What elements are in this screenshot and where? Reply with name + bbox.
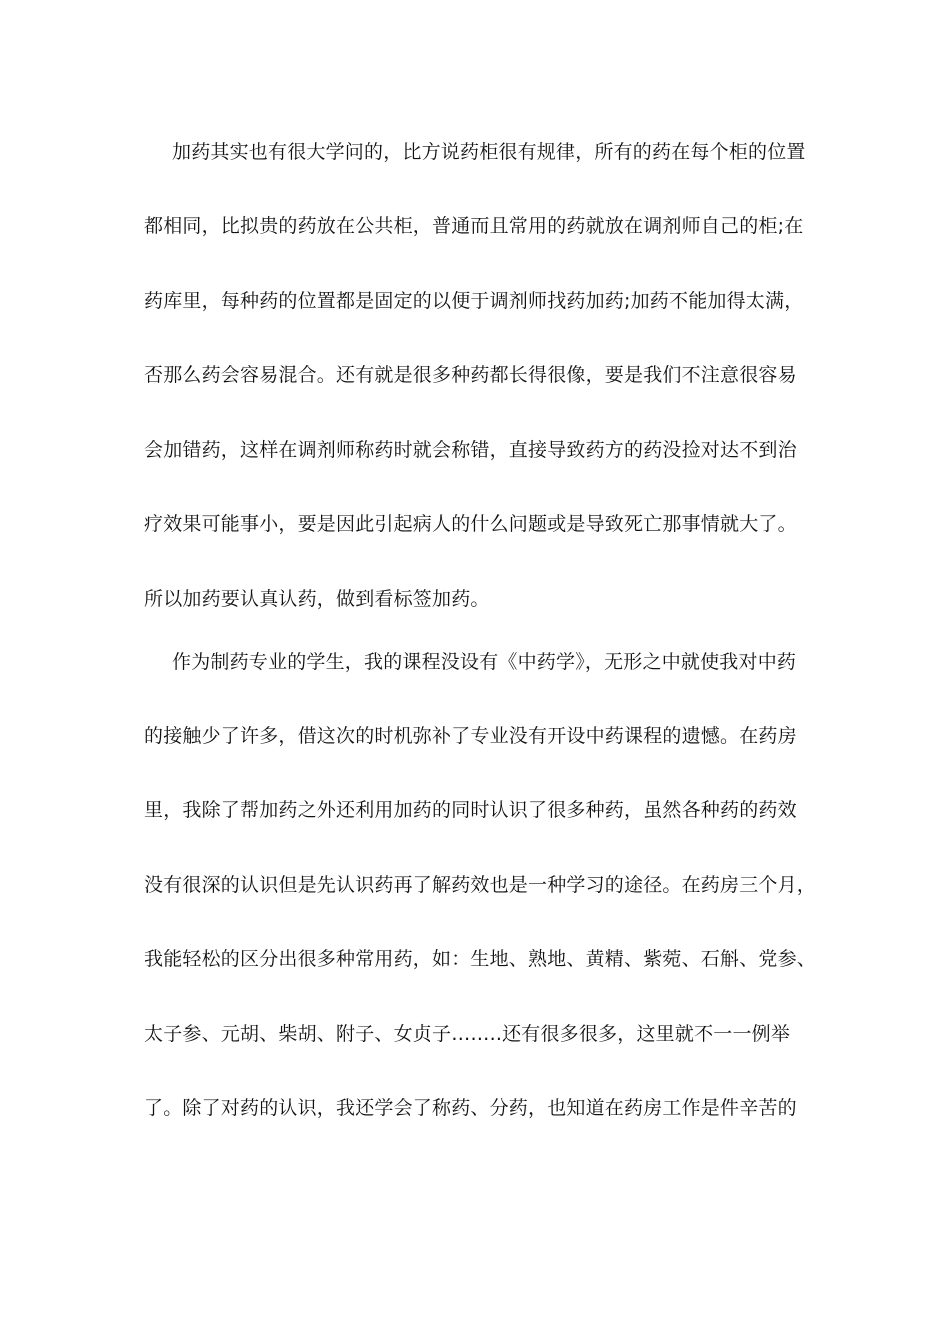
paragraph-line: 了。除了对药的认识，我还学会了称药、分药，也知道在药房工作是件辛苦的 [144, 1097, 797, 1119]
paragraph-line: 的接触少了许多，借这次的时机弥补了专业没有开设中药课程的遗憾。在药房 [144, 725, 797, 747]
paragraph-line: 加药其实也有很大学问的，比方说药柜很有规律，所有的药在每个柜的位置 [172, 141, 806, 163]
paragraph-line: 药库里，每种药的位置都是固定的以便于调剂师找药加药;加药不能加得太满， [144, 290, 804, 312]
paragraph-line: 会加错药，这样在调剂师称药时就会称错，直接导致药方的药没捡对达不到治 [144, 439, 797, 461]
paragraph-line: 我能轻松的区分出很多种常用药，如：生地、熟地、黄精、紫菀、石斛、党参、 [144, 948, 817, 970]
paragraph-line: 太子参、元胡、柴胡、附子、女贞子……..还有很多很多，这里就不一一例举 [144, 1023, 791, 1045]
paragraph-line: 里，我除了帮加药之外还利用加药的同时认识了很多种药，虽然各种药的药效 [144, 799, 797, 821]
paragraph-line: 否那么药会容易混合。还有就是很多种药都长得很像，要是我们不注意很容易 [144, 364, 797, 386]
paragraph-line: 所以加药要认真认药，做到看标签加药。 [144, 588, 490, 610]
paragraph-line: 都相同，比拟贵的药放在公共柜，普通而且常用的药就放在调剂师自己的柜;在 [144, 215, 804, 237]
paragraph-line: 疗效果可能事小，要是因此引起病人的什么问题或是导致死亡那事情就大了。 [144, 513, 797, 535]
paragraph-line: 作为制药专业的学生，我的课程没设有《中药学》，无形之中就使我对中药 [172, 651, 797, 673]
paragraph-line: 没有很深的认识但是先认识药再了解药效也是一种学习的途径。在药房三个月， [144, 874, 817, 896]
